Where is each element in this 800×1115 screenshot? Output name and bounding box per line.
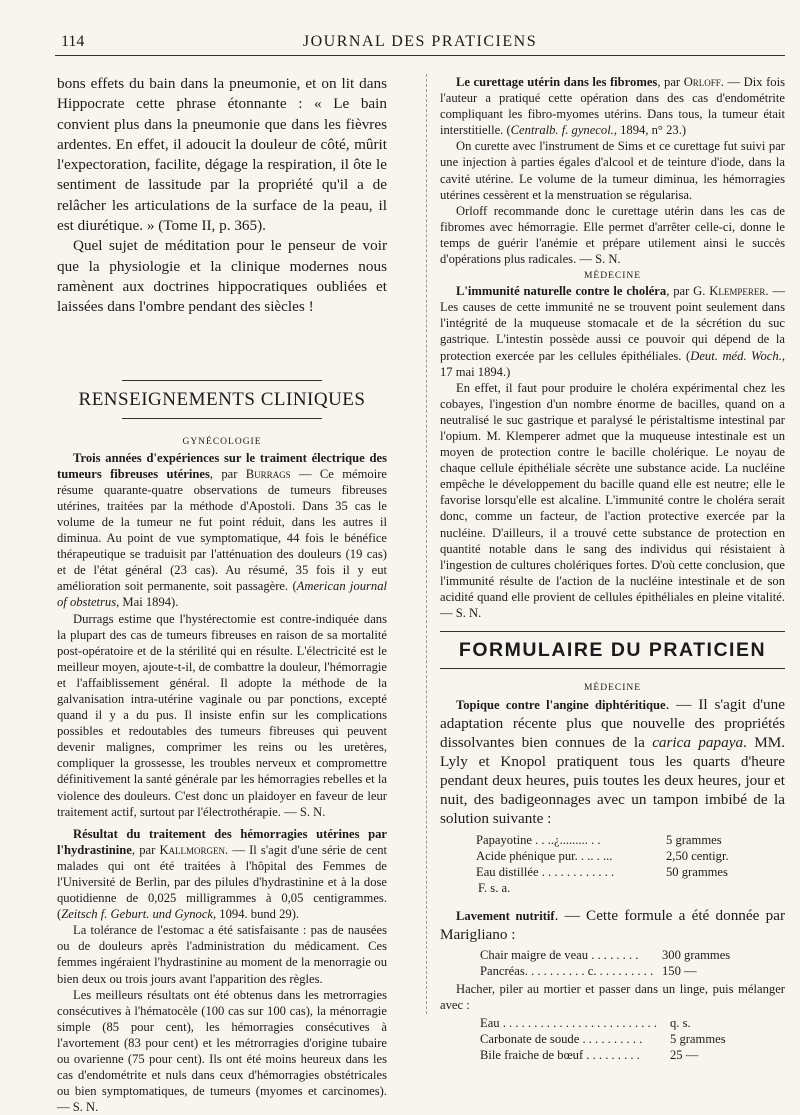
- ingredient-name: Eau distillée . . . . . . . . . . . .: [476, 865, 615, 880]
- ingredient-quantity: 300 grammes: [662, 948, 731, 963]
- article-source: Zeitsch f. Geburt. und Gynock: [61, 907, 213, 922]
- ingredient-quantity: 50 grammes: [666, 865, 728, 880]
- ingredient-name: Carbonate de soude . . . . . . . . . .: [480, 1032, 643, 1047]
- ingredient-name: Pancréas. . . . . . . . . . c. . . . . . . . . .: [480, 964, 654, 979]
- article-body: Résultat du traitement des hémorragies utérines par l'hydrastinine, par Kallmorgen. — Il s'agit d'une série de cent malades qui ont été traitées à l'hôpital des Femmes de l'Université de Berlin, par des pilules d'hydrastinine et à la dose quotidienne de 0,025 milligrammes à 0,05 centigrammes. (Zeitsch f. Geburt. und Gynock, 1094. bund 29).: [57, 826, 387, 922]
- ingredient-row: [476, 832, 729, 848]
- ingredient-quantity: 150 —: [662, 964, 697, 979]
- ingredient-name: Bile fraiche de bœuf . . . . . . . . .: [480, 1048, 640, 1063]
- ingredient-quantity: 25 —: [670, 1048, 699, 1063]
- ingredient-row: [480, 1031, 726, 1047]
- article-body: Le curettage utérin dans les fibromes, par Orloff. — Dix fois l'auteur a pratiqué cette opération dans des cas d'endométrite compliquant les fibro-myomes utérins. Dans tous, la tumeur était interstitielle. (Centralb. f. gynecol., 1894, n° 23.): [440, 75, 786, 138]
- right-column: [440, 74, 785, 1063]
- formula-ingredients: [480, 947, 730, 979]
- left-column: [57, 74, 387, 1115]
- section-title: FORMULAIRE DU PRATICIEN: [458, 639, 767, 662]
- section-rule: [122, 418, 322, 419]
- formula-ingredients: [480, 1015, 726, 1063]
- article-title: Résultat du traitement des hémorragies utérines par l'hydrastinine: [57, 826, 387, 857]
- ingredient-quantity: 5 grammes: [666, 833, 722, 848]
- article-body: L'immunité naturelle contre le choléra, par G. Klemperer. — Les causes de cette immunité ne se trouvent point seulement dans l'intégrité de la muqueuse stomacale et de la sécrétion du suc gastrique. L'intestin possède aussi ce pouvoir qui dépend de la protection exercée par les cellules épithéliales. (Deut. méd. Woch., 17 mai 1894.): [440, 284, 786, 379]
- journal-title: JOURNAL DES PRATICIENS: [302, 33, 538, 50]
- formula-ingredients: [476, 832, 729, 880]
- section-title: RENSEIGNEMENTS CLINIQUES: [78, 388, 366, 410]
- ingredient-quantity: q. s.: [670, 1016, 691, 1031]
- formula-body: Lavement nutritif. — Cette formule a été donnée par Marigliano :: [440, 907, 786, 944]
- article-source: Deut. méd. Woch.,: [690, 348, 785, 363]
- article-paragraph: Les meilleurs résultats ont été obtenus dans les metrorragies consécutives à l'hématocèle (100 cas sur 100 cas), la ménorragie simple (85 pour cent), les hémorragies consécutives à l'avortement (83 pour cent) et les métrorragies d'origine tubaire ou ovarienne (75 pour cent). Ils ont été moins heureux dans les cas d'endométrite et nuls dans ceux d'hémorragies obstétricales ou bien symptomatiques, de tumeurs (myomes et carcinomes). — S. N.: [57, 987, 387, 1115]
- article-paragraph: La tolérance de l'estomac a été satisfaisante : pas de nausées ou de douleurs après l'administration du médicament. Ces femmes ingéraient l'hydrastinine au moment de la menorragie ou bien deux ou trois jours avant l'apparition des règles.: [57, 923, 387, 986]
- article-source: Centralb. f. gynecol.,: [510, 123, 617, 138]
- column-divider: [426, 74, 427, 1014]
- article-author: Kallmorgen: [159, 842, 226, 857]
- ingredient-name: Papayotine . . ..¿......... . .: [476, 833, 601, 848]
- article-title: Trois années d'expériences sur le traiment électrique des tumeurs fibreuses utérines: [57, 450, 387, 481]
- formula-signature: F. s. a.: [478, 881, 511, 896]
- ingredient-row: [476, 864, 729, 880]
- intro-paragraph: Quel sujet de méditation pour le penseur de voir que la physiologie et la clinique modernes nous ramènent aux doctrines hippocratiques oubliées et laissées dans l'ombre pendant des siècles !: [57, 237, 387, 316]
- category-label: MÉDECINE: [583, 683, 642, 694]
- ingredient-name: Chair maigre de veau . . . . . . . .: [480, 948, 639, 963]
- article-source: American journal of obstetrus,: [57, 579, 387, 610]
- ingredient-row: [480, 963, 730, 979]
- formula-title: Lavement nutritif: [456, 909, 555, 924]
- intro-paragraph: bons effets du bain dans la pneumonie, et on lit dans Hippocrate cette phrase étonnante : « Le bain convient plus dans la pneumonie que dans les fièvres ardentes. En effet, il adoucit la douleur de côté, mûrit l'expectoration, facilite, dégage la respiration, il ôte le sentiment de lassitude par la propriété qu'il a de relâcher les articulations de la surface de la peau, il est diurétique. » (Tome II, p. 365).: [57, 75, 387, 235]
- ingredient-row: [476, 848, 729, 864]
- article-author: Orloff: [683, 75, 721, 89]
- ingredient-row: [480, 1015, 726, 1031]
- formula-title: Topique contre l'angine diphtéritique: [456, 698, 666, 713]
- ingredient-name: Acide phénique pur. . .. . ...: [476, 849, 613, 864]
- article-paragraph: On curette avec l'instrument de Sims et ce curettage fut suivi par une injection à parties égales d'alcool et de teinture d'iode, dans la cavité utérine. Le volume de la tumeur diminua, les hémorragies utérines cessèrent et la menstruation se régularisa.: [440, 139, 785, 202]
- category-label: MÉDECINE: [583, 271, 642, 282]
- article-author: Burrags: [245, 466, 291, 481]
- ingredient-quantity: 2,50 centigr.: [666, 849, 729, 864]
- page-number: 114: [61, 33, 85, 50]
- article-author: Klemperer: [709, 284, 766, 299]
- article-paragraph: Durrags estime que l'hystérectomie est contre-indiquée dans la plupart des cas de tumeurs fibreuses en raison de sa mortalité post-opératoire et de la stérilité qui en résulte. L'électricité est le meilleur moyen, ajoute-t-il, de combattre la douleur, l'hémorragie et l'affaiblissement général. Il adopte la méthode de la galvanisation intra-utérine vaginale ou par ponctions, excepté quand il y a du pus. Il insiste enfin sur les complications possibles et redoutables des tumeurs fibreuses qui peuvent devenir malignes, comprimer les reins ou les uretères, compliquer la grossesse, les troubles nerveux et compromettre définitivement la santé générale par les hémorragies rebelles et la violence des douleurs. C'est donc un plaidoyer en faveur de leur traitement actif, surtout par l'électrothérapie. — S. N.: [57, 611, 387, 819]
- ingredient-row: [480, 947, 730, 963]
- section-rule: [122, 380, 322, 381]
- article-body: Trois années d'expériences sur le traiment électrique des tumeurs fibreuses utérines, par Burrags — Ce mémoire résume quarante-quatre observations de tumeurs fibreuses utérines, traitées par la méthode d'Apostoli. Dans 35 cas le volume de la tumeur ne fut point réduit, dans les autres il diminua. Au point de vue symptomatique, 44 fois le bénéfice thérapeutique se traduisit par l'atténuation des douleurs (19 cas) et de l'état général (23 cas). Au résumé, 35 fois il y eut amélioration soit permanente, soit passagère. (American journal of obstetrus, Mai 1894).: [57, 450, 387, 610]
- plant-name: carica papaya: [652, 734, 744, 752]
- article-paragraph: En effet, il faut pour produire le choléra expérimental chez les cobayes, l'ingestion d'un nombre énorme de bacilles, quand on a neutralisé le suc gastrique et paralysé le péristaltisme intestinal par l'opium. M. Klemperer admet que la muqueuse intestinale est un moyen de protection contre le bacille cholérique. Le noyau de chaque cellule épithéliale sécrète une substance acide. La nucléine empêche le développement du bacille quand elle est neutre; elle le favorise lorsqu'elle est alcaline. L'immunité contre le choléra serait donc, comme un facteur, de l'action protective exercée par la nucléine. D'ailleurs, il a trouvé cette substance de protection en quantité notable dans le sang des individus qui résistaient à l'ingestion de cultures cholériques fortes. D'où cette conclusion, que l'immunité résulte de l'action de la nucléine intestinale et de son acidité quand elle provient de cellules épithéliales en pleine vitalité. — S. N.: [440, 380, 785, 620]
- ingredient-name: Eau . . . . . . . . . . . . . . . . . . . . . . . . .: [480, 1016, 658, 1031]
- article-title: L'immunité naturelle contre le choléra: [456, 284, 667, 299]
- section-rule: [440, 631, 785, 632]
- article-title: Le curettage utérin dans les fibromes: [456, 75, 658, 89]
- category-label: GYNÉCOLOGIE: [182, 436, 262, 447]
- ingredient-quantity: 5 grammes: [670, 1032, 726, 1047]
- running-header: [55, 33, 785, 56]
- section-rule: [440, 668, 785, 669]
- formula-body: Topique contre l'angine diphtéritique. — Il s'agit d'une adaptation récente plus que nouvelle des propriétés dissolvantes bien connues de la carica papaya. MM. Lyly et Knopol pratiquent tous les quarts d'heure pendant deux heures, puis toutes les deux heures, jour et nuit, des badigeonnages avec un tampon imbibé de la solution suivante :: [440, 696, 785, 828]
- article-paragraph: Orloff recommande donc le curettage utérin dans les cas de fibromes avec hémorragie. Elle permet d'arrêter celle-ci, donne le temps de guérir l'anémie et prépare utilement ainsi le succès d'opérations plus radicales. — S. N.: [440, 203, 785, 267]
- formula-instruction: Hacher, piler au mortier et passer dans un linge, puis mélanger avec :: [440, 982, 785, 1013]
